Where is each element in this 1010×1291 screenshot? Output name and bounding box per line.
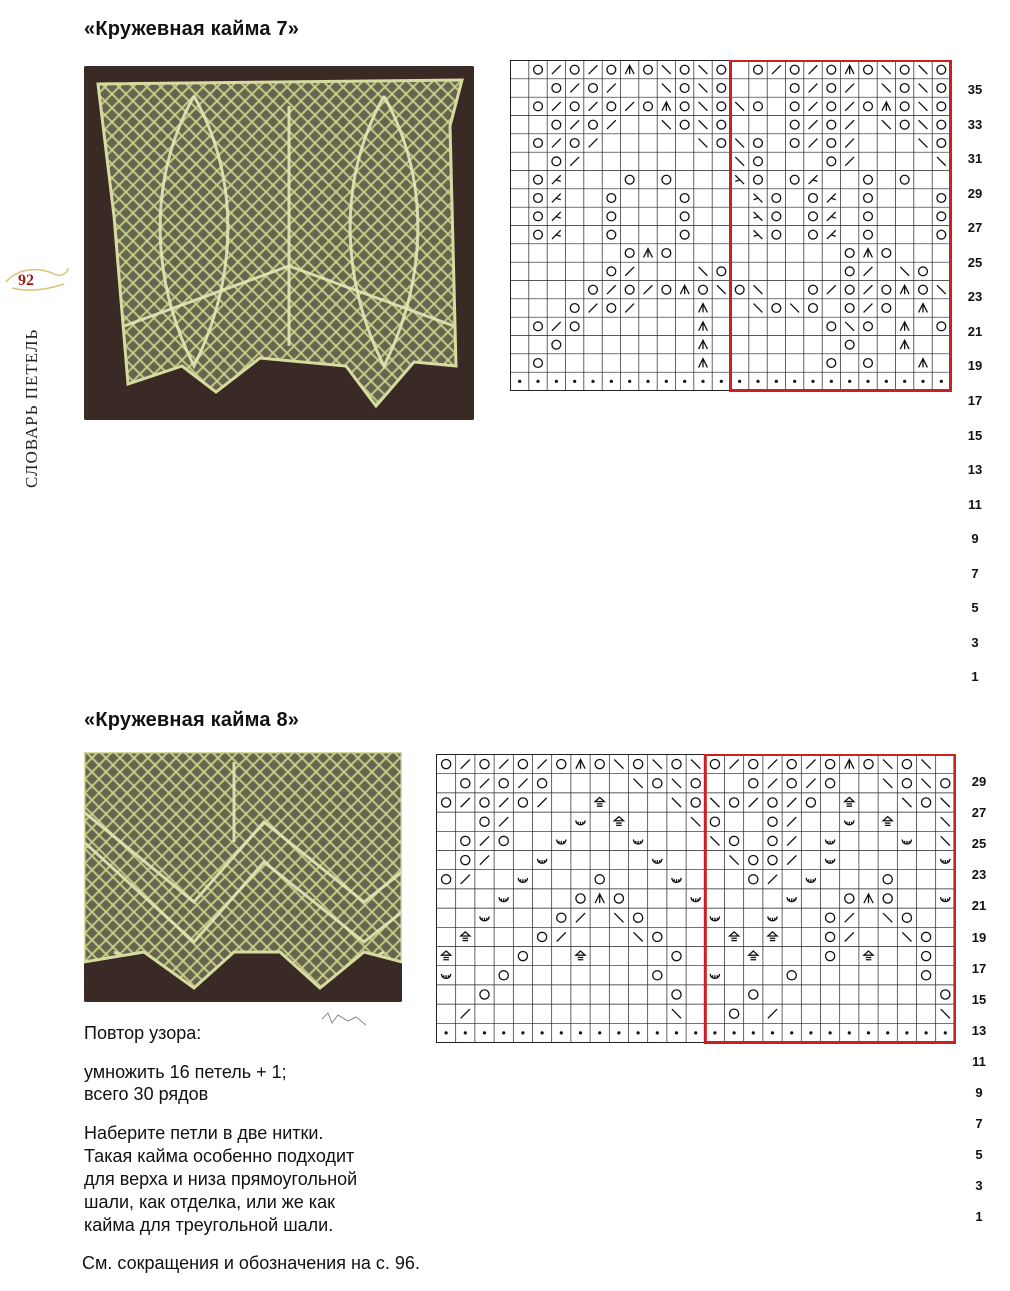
repeat-label: Повтор узора: [84,1023,202,1043]
repeat-line: умножить 16 петель + 1; [84,1062,287,1082]
purl-symbol [483,1031,486,1034]
section-label-text: СЛОВАРЬ ПЕТЕЛЬ [22,328,41,488]
pattern7-lace-photo [84,66,474,420]
row-number: 19 [971,929,987,945]
purl-symbol [445,1031,448,1034]
purl-symbol [518,380,521,383]
pen-scribble-icon [318,1005,378,1035]
purl-symbol [579,1031,582,1034]
row-number: 13 [967,462,983,478]
purl-symbol [637,1031,640,1034]
purl-symbol [713,1031,716,1034]
footnote: См. сокращения и обозначения на с. 96. [82,1253,420,1273]
pattern8-chart [436,754,956,1044]
purl-symbol [665,380,668,383]
instruction-line: кайма для треугольной шали. [84,1215,334,1235]
row-number: 9 [971,531,979,547]
purl-symbol [752,1031,755,1034]
row-number: 17 [967,393,983,408]
row-number: 21 [967,323,983,339]
row-number: 1 [975,1209,983,1225]
purl-symbol [886,1031,889,1034]
pattern7-row-numbers [958,60,992,685]
row-number: 21 [971,898,987,914]
purl-symbol [694,1031,697,1034]
instruction-line: Наберите петли в две нитки. [84,1123,324,1143]
purl-symbol [940,380,943,383]
purl-symbol [771,1031,774,1034]
row-number: 3 [971,634,979,650]
row-number: 33 [967,116,983,132]
purl-symbol [944,1031,947,1034]
row-number: 11 [968,496,982,512]
instruction-line: Такая кайма особенно подходит [84,1146,355,1166]
purl-symbol [656,1031,659,1034]
purl-symbol [646,380,649,383]
page-number: 92 [18,272,34,289]
purl-symbol [848,380,851,383]
row-number: 19 [967,358,983,374]
purl-symbol [610,380,613,383]
row-number: 27 [967,220,983,236]
purl-symbol [830,380,833,383]
purl-symbol [829,1031,832,1034]
purl-symbol [905,1031,908,1034]
purl-symbol [560,1031,563,1034]
row-number: 29 [971,774,987,789]
purl-symbol [464,1031,467,1034]
purl-symbol [733,1031,736,1034]
instruction-line: для верха и низа прямоугольной [84,1169,358,1189]
row-number: 31 [967,151,983,167]
purl-symbol [811,380,814,383]
section-label [20,300,44,490]
row-number: 23 [971,867,987,883]
row-number: 7 [971,565,979,581]
row-number: 13 [971,1022,987,1038]
row-number: 3 [975,1178,983,1194]
purl-symbol [885,380,888,383]
purl-symbol [502,1031,505,1034]
purl-symbol [903,380,906,383]
purl-symbol [541,1031,544,1034]
purl-symbol [793,380,796,383]
page-ornament-icon [2,262,72,296]
row-number: 35 [967,82,983,97]
row-number: 29 [967,185,983,201]
purl-symbol [683,380,686,383]
purl-symbol [775,380,778,383]
purl-symbol [756,380,759,383]
row-number: 5 [975,1147,983,1163]
row-number: 11 [972,1053,986,1069]
purl-symbol [628,380,631,383]
purl-symbol [598,1031,601,1034]
purl-symbol [555,380,558,383]
row-number: 15 [967,427,983,443]
purl-symbol [848,1031,851,1034]
purl-symbol [866,380,869,383]
repeat-description [84,1061,404,1105]
purl-symbol [573,380,576,383]
instructions [84,1122,429,1237]
row-number: 27 [971,805,987,821]
purl-symbol [921,380,924,383]
lace-photo-icon [84,752,402,1002]
purl-symbol [790,1031,793,1034]
purl-symbol [867,1031,870,1034]
purl-symbol [738,380,741,383]
purl-symbol [536,380,539,383]
purl-symbol [617,1031,620,1034]
purl-symbol [701,380,704,383]
lace-photo-icon [84,66,474,420]
row-number: 9 [975,1085,983,1101]
row-number: 7 [975,1116,983,1132]
pattern7-title: «Кружевная кайма 7» [84,18,300,40]
purl-symbol [675,1031,678,1034]
row-number: 25 [971,836,987,852]
row-number: 5 [971,600,979,616]
pattern8-title: «Кружевная кайма 8» [84,709,300,731]
row-number: 1 [971,669,979,685]
row-number: 25 [967,254,983,270]
lace-mesh [84,76,474,406]
repeat-line: всего 30 рядов [84,1084,209,1104]
purl-symbol [521,1031,524,1034]
purl-symbol [925,1031,928,1034]
row-number: 23 [967,289,983,305]
purl-symbol [809,1031,812,1034]
row-number: 15 [971,991,987,1007]
pattern7-chart [510,60,952,392]
row-number: 17 [971,960,987,976]
instruction-line: шали, как отделка, или же как [84,1192,335,1212]
purl-symbol [591,380,594,383]
pattern8-lace-photo [84,752,402,1002]
pattern8-row-numbers [962,754,996,1224]
purl-symbol [720,380,723,383]
